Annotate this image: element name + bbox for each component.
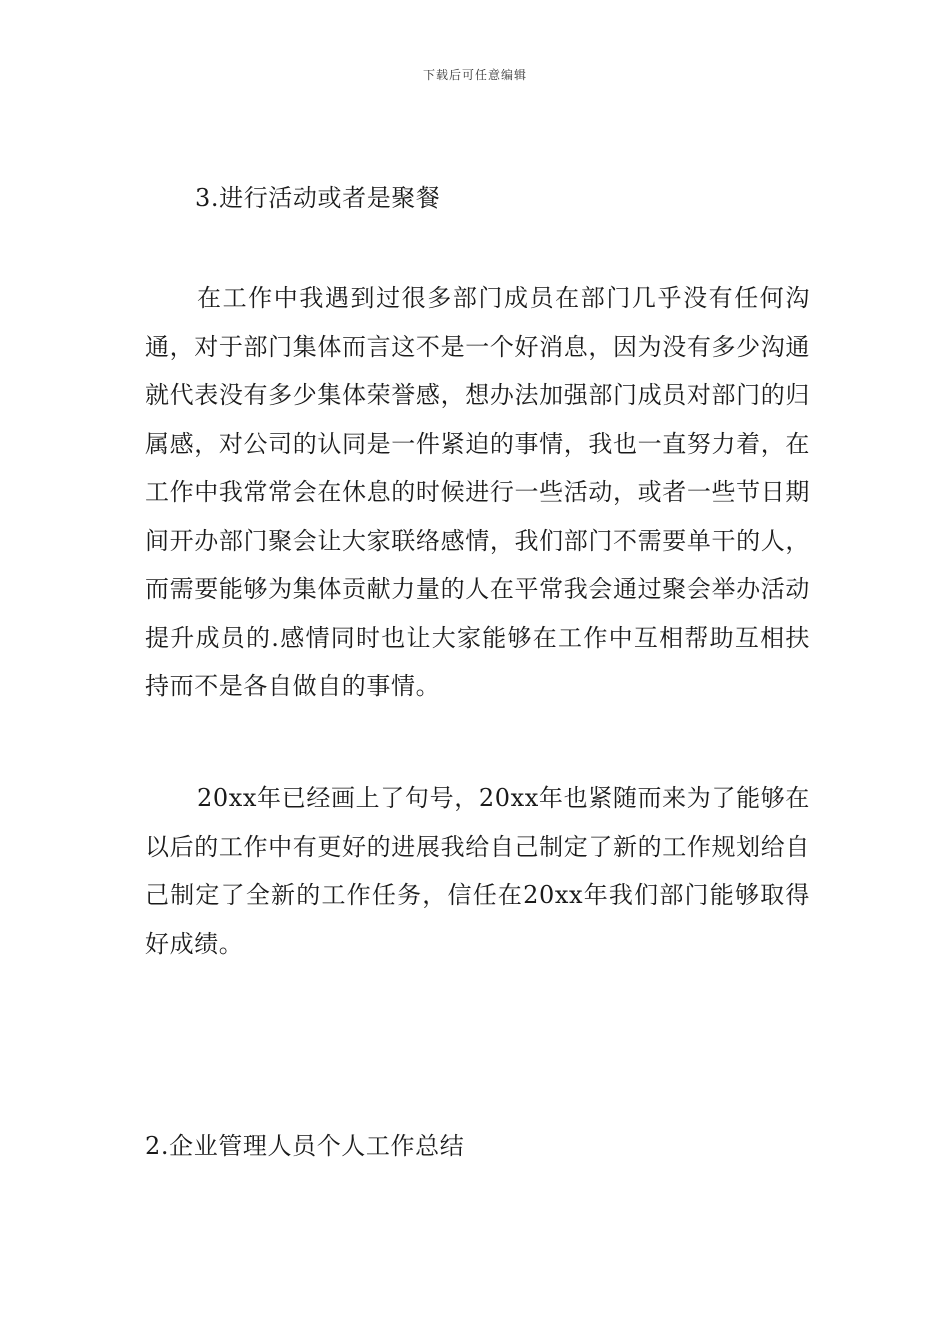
body-paragraph-1: 在工作中我遇到过很多部门成员在部门几乎没有任何沟通，对于部门集体而言这不是一个好消息，因为没有多少沟通就代表没有多少集体荣誉感，想办法加强部门成员对部门的归属感，对公司的认同是一件紧迫的事情，我也一直努力着，在工作中我常常会在休息的时候进行一些活动，或者一些节日期间开办部门聚会让大家联络感情，我们部门不需要单干的人，而需要能够为集体贡献力量的人在平常我会通过聚会举办活动提升成员的.感情同时也让大家能够在工作中互相帮助互相扶持而不是各自做自的事情。 [145,284,810,700]
section-heading-summary: 2.企业管理人员个人工作总结 [145,1132,465,1160]
section-heading-activity: 3.进行活动或者是聚餐 [195,184,441,212]
body-paragraph-2: 20xx年已经画上了句号，20xx年也紧随而来为了能够在以后的工作中有更好的进展我给自己制定了新的工作规划给自己制定了全新的工作任务，信任在20xx年我们部门能够取得好成绩。 [145,784,810,958]
header-note: 下载后可任意编辑 [422,68,527,82]
